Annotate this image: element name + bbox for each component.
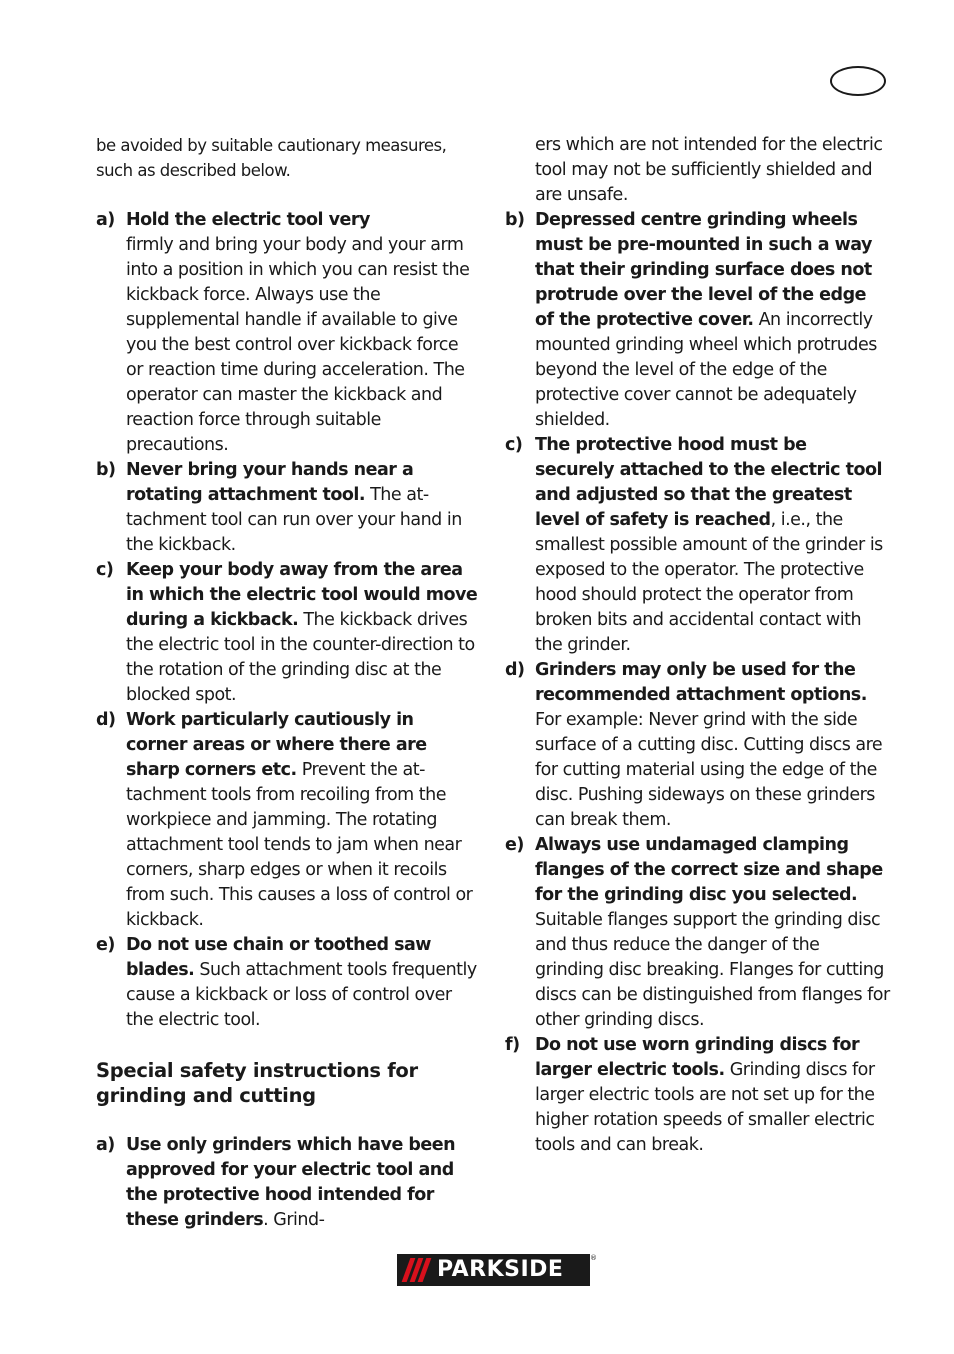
item-text: Such attachment tools frequently cause a kickback or loss of control over the electric tool.	[126, 960, 477, 1030]
section-heading: Special safety instructions for grinding and cutting	[96, 1059, 418, 1107]
list-item-d	[96, 708, 480, 933]
item-text: For example: Never grind with the side surface of a cutting disc. Cutting discs are for cutting material using the edge of the disc. Pushing sideways on these grinders can break them.	[535, 710, 883, 830]
item-marker: d)	[96, 710, 116, 730]
list-item-e	[96, 933, 480, 1033]
item-marker: a)	[96, 210, 115, 230]
item-bold-text: Always use undamaged clamping flanges of the correct size and shape for the grinding disc you selected.	[535, 835, 883, 905]
continuation-text	[505, 133, 890, 208]
item-marker: c)	[505, 435, 523, 455]
language-badge-oval	[830, 66, 886, 96]
left-column	[96, 133, 480, 1233]
item-marker: a)	[96, 1135, 115, 1155]
item-bold-text: Grinders may only be used for the recommended attachment options.	[535, 660, 867, 705]
logo-brand-text: PARKSIDE	[437, 1257, 564, 1282]
item-text: An incorrectly mounted grinding wheel which protrudes beyond the level of the edge of the protective cover cannot be adequately shielded.	[535, 310, 877, 430]
list-item-f	[505, 1033, 890, 1158]
item-text: The kickback drives the electric tool in the counter-direction to the rotation of the grinding disc at the blocked spot.	[126, 610, 475, 705]
list-item-section-a	[96, 1133, 480, 1233]
item-bold-text: Never bring your hands near a rotating attachment tool.	[126, 460, 414, 505]
logo-stripes-icon	[397, 1254, 437, 1286]
item-text: Grinding discs for larger electric tools are not set up for the higher rotation speeds of smaller electric tools and can break.	[535, 1060, 875, 1155]
list-item-a	[96, 208, 480, 458]
item-text: . Grind-	[263, 1210, 325, 1230]
item-marker: c)	[96, 560, 114, 580]
item-bold-text: Use only grinders which have been approved for your electric tool and the protective hood intended for these grinders	[126, 1135, 456, 1230]
item-bold-text: Work particularly cautiously in corner areas or where there are sharp corners etc.	[126, 710, 427, 780]
item-marker: b)	[505, 210, 525, 230]
intro-text: be avoided by suitable cautionary measures, such as described below.	[96, 136, 447, 180]
list-item-e	[505, 833, 890, 1033]
item-marker: e)	[96, 935, 115, 955]
item-text: Suitable flanges support the grinding disc and thus reduce the danger of the grinding disc breaking. Flanges for cutting discs can be distinguished from flanges for other grinding discs.	[535, 910, 890, 1030]
list-item-b	[96, 458, 480, 558]
registered-mark: ®	[590, 1254, 597, 1262]
item-text: ers which are not intended for the electric tool may not be sufficiently shielded and are unsafe.	[535, 135, 883, 205]
item-marker: e)	[505, 835, 524, 855]
list-item-d	[505, 658, 890, 833]
item-bold-text: Hold the electric tool very	[126, 210, 370, 230]
item-bold-text: The protective hood must be securely attached to the electric tool and adjusted so that the greatest level of safety is reached	[535, 435, 883, 530]
item-text: Prevent the attachment tools from recoiling from the workpiece and jamming. The rotating attachment tool tends to jam when near corners, sharp edges or when it recoils from such. This causes a loss of control or kickback.	[126, 760, 473, 930]
item-bold-text: Depressed centre grinding wheels must be pre-mounted in such a way that their grinding surface does not protrude over the level of the edge of the protective cover.	[535, 210, 872, 330]
item-bold-text: Do not use chain or toothed saw blades.	[126, 935, 431, 980]
parkside-logo	[397, 1254, 597, 1286]
item-marker: d)	[505, 660, 525, 680]
list-item-c	[505, 433, 890, 658]
item-text: , i.e., the smallest possible amount of the grinder is exposed to the operator. The protective hood should protect the operator from broken bits and accidental contact with the grinder.	[535, 510, 883, 655]
item-text: The attachment tool can run over your hand in the kickback.	[126, 485, 462, 555]
item-marker: b)	[96, 460, 116, 480]
item-text: firmly and bring your body and your arm into a position in which you can resist the kickback force. Always use the supplemental handle if available to give you the best control over kickback force or reaction time during acceleration. The operator can master the kickback and reaction force through suitable precautions.	[126, 235, 470, 455]
item-bold-text: Do not use worn grinding discs for larger electric tools.	[535, 1035, 860, 1080]
right-column	[505, 133, 890, 1158]
item-bold-text: Keep your body away from the area in which the electric tool would move during a kickback.	[126, 560, 478, 630]
list-item-c	[96, 558, 480, 708]
list-item-b	[505, 208, 890, 433]
item-marker: f)	[505, 1035, 520, 1055]
